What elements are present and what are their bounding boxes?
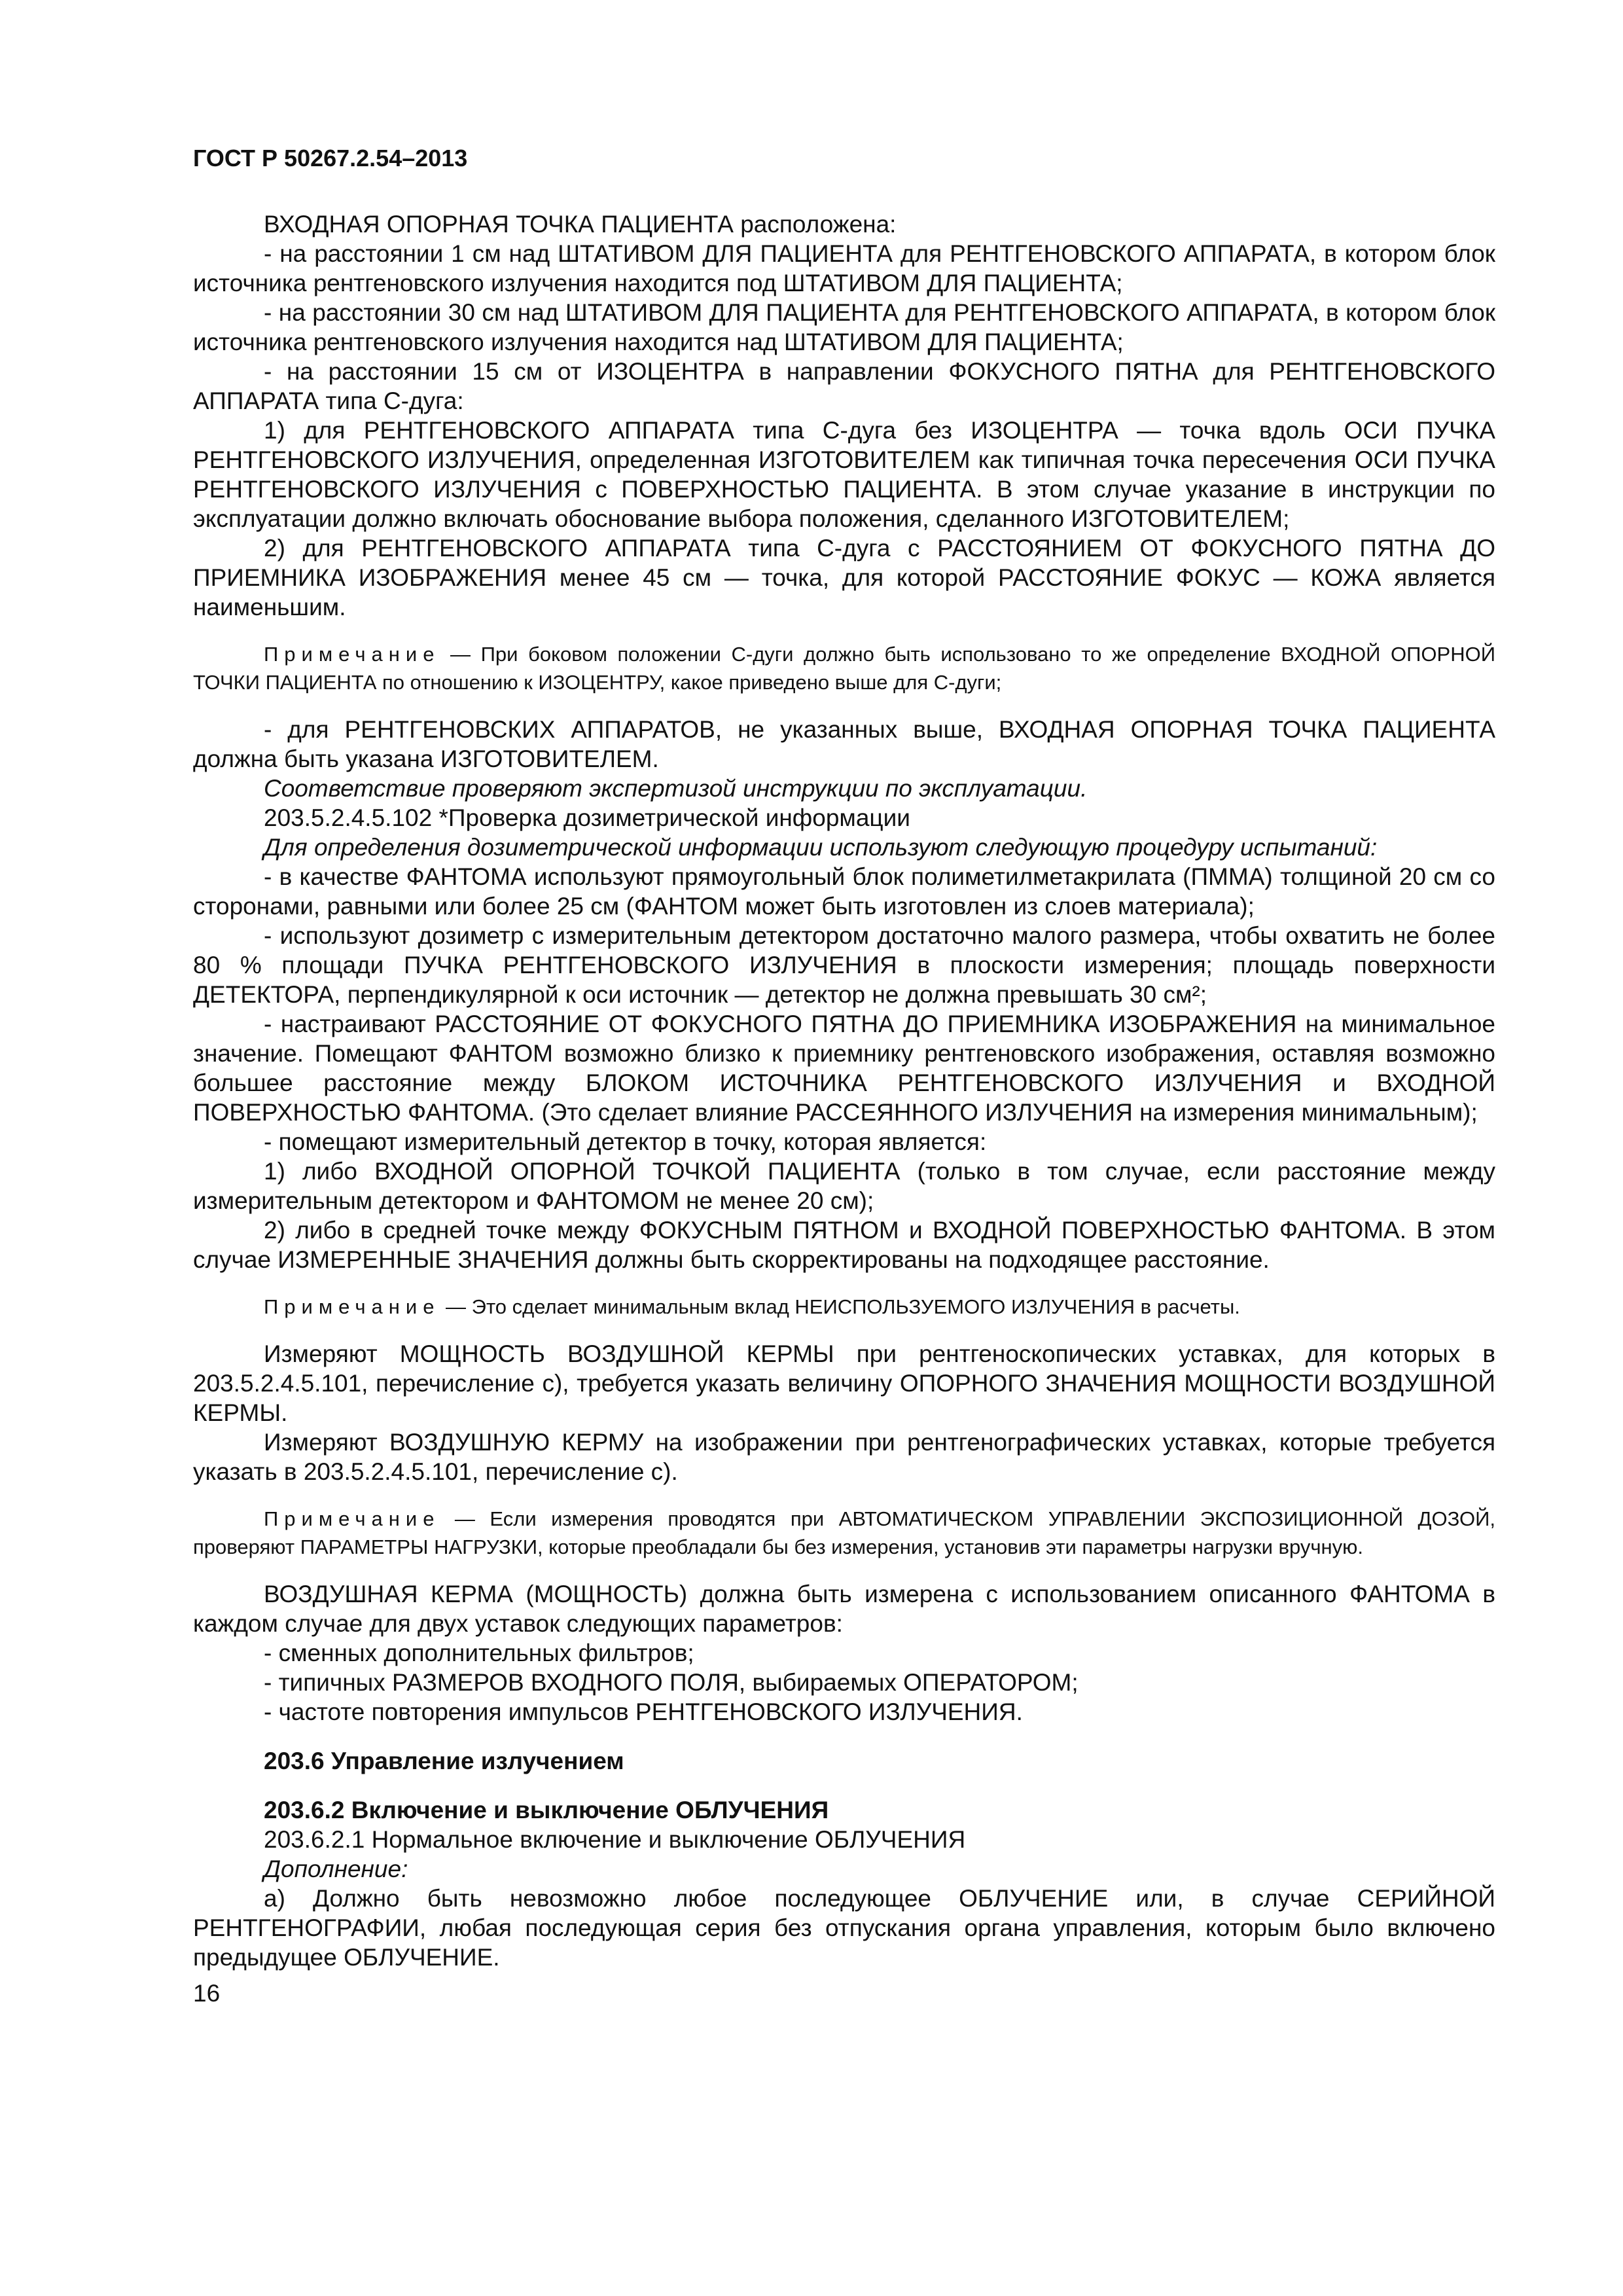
list-item: 2) для РЕНТГЕНОВСКОГО АППАРАТА типа С-дуга с РАССТОЯНИЕМ ОТ ФОКУСНОГО ПЯТНА ДО ПРИЕМНИКА ИЗОБРАЖЕНИЯ менее 45 см — точка, для которой РАССТОЯНИЕ ФОКУС — КОЖА является наименьшим. — [193, 535, 1495, 620]
document-page — [193, 144, 1495, 2008]
list-item: - для РЕНТГЕНОВСКИХ АППАРАТОВ, не указанных выше, ВХОДНАЯ ОПОРНАЯ ТОЧКА ПАЦИЕНТА должна быть указана ИЗГОТОВИТЕЛЕМ. — [193, 716, 1495, 772]
list-item: - настраивают РАССТОЯНИЕ ОТ ФОКУСНОГО ПЯТНА ДО ПРИЕМНИКА ИЗОБРАЖЕНИЯ на минимальное значение. Помещают ФАНТОМ возможно близко к приемнику рентгеновского изображения, оставляя возможно большее расстояние между БЛОКОМ ИСТОЧНИКА РЕНТГЕНОВСКОГО ИЗЛУЧЕНИЯ и ВХОДНОЙ ПОВЕРХНОСТЬЮ ФАНТОМА. (Это сделает влияние РАССЕЯННОГО ИЗЛУЧЕНИЯ на измерения минимальным); — [193, 1011, 1495, 1126]
page-number: 16 — [193, 1980, 221, 2007]
list-item: - используют дозиметр с измерительным детектором достаточно малого размера, чтобы охватить не более 80 % площади ПУЧКА РЕНТГЕНОВСКОГО ИЗЛУЧЕНИЯ в плоскости измерения; площадь поверхности ДЕТЕКТОРА, перпендикулярной к оси источник — детектор не должна превышать 30 см²; — [193, 922, 1495, 1008]
note-text: — Это сделает минимальным вклад НЕИСПОЛЬЗУЕМОГО ИЗЛУЧЕНИЯ в расчеты. — [440, 1295, 1240, 1318]
list-item: - типичных РАЗМЕРОВ ВХОДНОГО ПОЛЯ, выбираемых ОПЕРАТОРОМ; — [264, 1669, 1079, 1696]
paragraph: ВХОДНАЯ ОПОРНАЯ ТОЧКА ПАЦИЕНТА расположена: — [264, 211, 897, 238]
procedure-list — [193, 862, 1495, 1274]
paragraph: ВОЗДУШНАЯ КЕРМА (МОЩНОСТЬ) должна быть измерена с использованием описанного ФАНТОМА в каждом случае для двух уставок следующих параметров: — [193, 1581, 1495, 1637]
list-item: а) Должно быть невозможно любое последующее ОБЛУЧЕНИЕ или, в случае СЕРИЙНОЙ РЕНТГЕНОГРАФИИ, любая последующая серия без отпускания органа управления, которым было включено предыдущее ОБЛУЧЕНИЕ. — [193, 1885, 1495, 1971]
list-item: 1) для РЕНТГЕНОВСКОГО АППАРАТА типа С-дуга без ИЗОЦЕНТРА — точка вдоль ОСИ ПУЧКА РЕНТГЕНОВСКОГО ИЗЛУЧЕНИЯ, определенная ИЗГОТОВИТЕЛЕМ как типичная точка пересечения ОСИ ПУЧКА РЕНТГЕНОВСКОГО ИЗЛУЧЕНИЯ с ПОВЕРХНОСТЬЮ ПАЦИЕНТА. В этом случае указание в инструкции по эксплуатации должно включать обоснование выбора положения, сделанного ИЗГОТОВИТЕЛЕМ; — [193, 417, 1495, 532]
addition-label: Дополнение: — [264, 1856, 408, 1882]
note-text: — Если измерения проводятся при АВТОМАТИЧЕСКОМ УПРАВЛЕНИИ ЭКСПОЗИЦИОННОЙ ДОЗОЙ, проверяют ПАРАМЕТРЫ НАГРУЗКИ, которые преобладали бы без измерения, установив эти параметры нагрузки вручную. — [193, 1507, 1495, 1558]
note — [193, 640, 1495, 696]
note-label: Примечание — [264, 643, 440, 666]
list-item: 1) либо ВХОДНОЙ ОПОРНОЙ ТОЧКОЙ ПАЦИЕНТА (только в том случае, если расстояние между измерительным детектором и ФАНТОМОМ не менее 20 см); — [193, 1158, 1495, 1214]
list-item: - в качестве ФАНТОМА используют прямоугольный блок полиметилметакрилата (ПММА) толщиной 20 см со сторонами, равными или более 25 см (ФАНТОМ может быть изготовлен из слоев материала); — [193, 863, 1495, 920]
paragraph: Измеряют МОЩНОСТЬ ВОЗДУШНОЙ КЕРМЫ при рентгеноскопических уставках, для которых в 203.5.2.4.5.101, перечисление с), требуется указать величину ОПОРНОГО ЗНАЧЕНИЯ МОЩНОСТИ ВОЗДУШНОЙ КЕРМЫ. — [193, 1340, 1495, 1426]
note-label: Примечание — [264, 1507, 440, 1530]
note-label: Примечание — [264, 1295, 440, 1318]
subsection-heading: 203.6.2 Включение и выключение ОБЛУЧЕНИЯ — [264, 1797, 829, 1823]
paragraph: Измеряют ВОЗДУШНУЮ КЕРМУ на изображении при рентгенографических уставках, которые требуется указать в 203.5.2.4.5.101, перечисление с). — [193, 1429, 1495, 1485]
list-item: - частоте повторения импульсов РЕНТГЕНОВСКОГО ИЗЛУЧЕНИЯ. — [264, 1698, 1023, 1725]
document-header: ГОСТ Р 50267.2.54–2013 — [193, 145, 468, 171]
list-item: - сменных дополнительных фильтров; — [264, 1640, 694, 1666]
list-item: - на расстоянии 1 см над ШТАТИВОМ ДЛЯ ПАЦИЕНТА для РЕНТГЕНОВСКОГО АППАРАТА, в котором блок источника рентгеновского излучения находится под ШТАТИВОМ ДЛЯ ПАЦИЕНТА; — [193, 240, 1495, 296]
list-item: - на расстоянии 15 см от ИЗОЦЕНТРА в направлении ФОКУСНОГО ПЯТНА для РЕНТГЕНОВСКОГО АППАРАТА типа С-дуга: — [193, 358, 1495, 414]
clause-heading: 203.5.2.4.5.102 *Проверка дозиметрической информации — [264, 804, 910, 831]
section-heading: 203.6 Управление излучением — [264, 1748, 624, 1774]
note — [193, 1505, 1495, 1561]
note — [193, 1293, 1495, 1321]
list-item: - помещают измерительный детектор в точку, которая является: — [264, 1128, 987, 1155]
list-item: 2) либо в средней точке между ФОКУСНЫМ ПЯТНОМ и ВХОДНОЙ ПОВЕРХНОСТЬЮ ФАНТОМА. В этом случае ИЗМЕРЕННЫЕ ЗНАЧЕНИЯ должны быть скорректированы на подходящее расстояние. — [193, 1217, 1495, 1273]
procedure-intro: Для определения дозиметрической информации используют следующую процедуру испытаний: — [264, 834, 1378, 861]
note-text: — При боковом положении С-дуги должно быть использовано то же определение ВХОДНОЙ ОПОРНОЙ ТОЧКИ ПАЦИЕНТА по отношению к ИЗОЦЕНТРУ, какое приведено выше для С-дуги; — [193, 643, 1495, 694]
compliance-statement: Соответствие проверяют экспертизой инструкции по эксплуатации. — [264, 775, 1088, 802]
entry-point-section — [193, 209, 1495, 622]
clause-heading: 203.6.2.1 Нормальное включение и выключение ОБЛУЧЕНИЯ — [264, 1826, 966, 1853]
list-item: - на расстоянии 30 см над ШТАТИВОМ ДЛЯ ПАЦИЕНТА для РЕНТГЕНОВСКОГО АППАРАТА, в котором блок источника рентгеновского излучения находится над ШТАТИВОМ ДЛЯ ПАЦИЕНТА; — [193, 299, 1495, 355]
